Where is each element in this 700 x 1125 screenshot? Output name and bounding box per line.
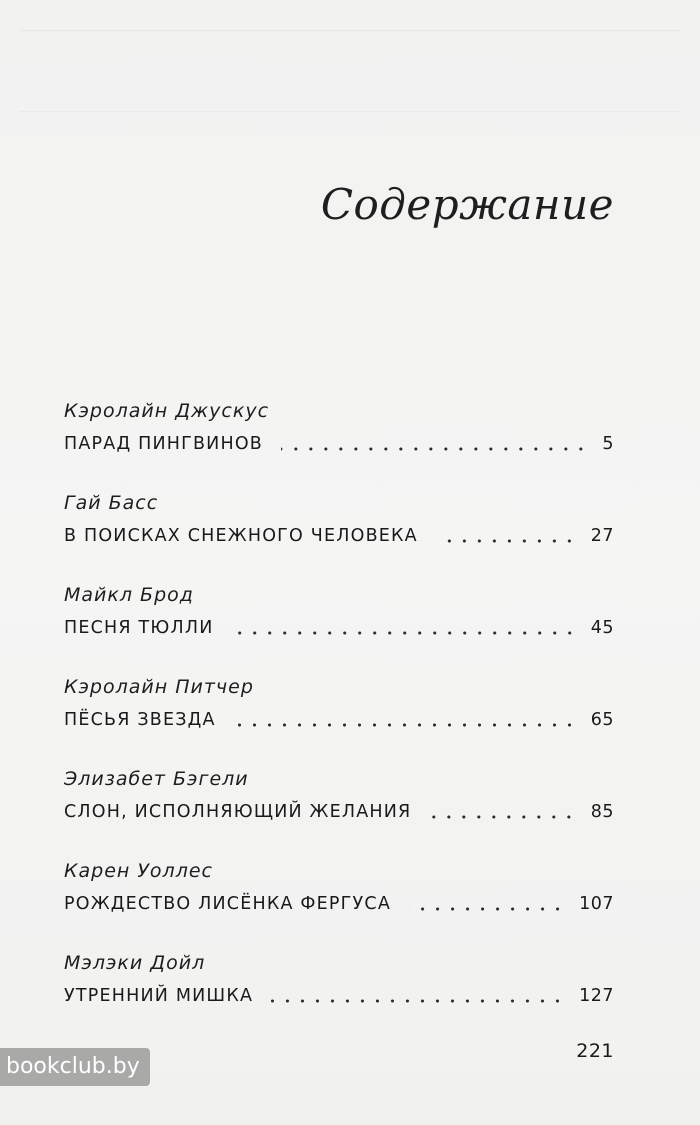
- dot-leader: [409, 907, 565, 911]
- toc-line: [64, 986, 614, 1006]
- toc-page-number: 45: [590, 618, 614, 638]
- toc-entry: [64, 584, 614, 676]
- page-title: Содержание: [320, 180, 614, 229]
- toc-line: [64, 526, 614, 546]
- toc-author: Карен Уоллес: [64, 860, 213, 882]
- toc-line: [64, 434, 614, 454]
- toc-story-title: СЛОН, ИСПОЛНЯЮЩИЙ ЖЕЛАНИЯ: [64, 802, 412, 822]
- toc-line: [64, 802, 614, 822]
- dot-leader: [281, 447, 588, 451]
- toc-story-title: ПАРАД ПИНГВИНОВ: [64, 434, 264, 454]
- toc-story-title: УТРЕННИЙ МИШКА: [64, 986, 254, 1006]
- watermark-label: bookclub.by: [0, 1048, 150, 1086]
- toc-story-title: РОЖДЕСТВО ЛИСЁНКА ФЕРГУСА: [64, 894, 392, 914]
- toc-line: [64, 618, 614, 638]
- dot-leader: [429, 815, 576, 819]
- toc-page-number: 27: [590, 526, 614, 546]
- dot-leader: [232, 631, 577, 635]
- toc-story-title: ПЁСЬЯ ЗВЕЗДА: [64, 710, 216, 730]
- page-number-folio: 221: [576, 1040, 614, 1062]
- toc-entry: [64, 400, 614, 492]
- toc-author: Элизабет Бэгели: [64, 768, 249, 790]
- dot-leader: [234, 723, 577, 727]
- toc-page-number: 127: [579, 986, 614, 1006]
- table-of-contents: [64, 400, 614, 1044]
- dot-leader: [436, 539, 577, 543]
- toc-page-number: 5: [602, 434, 614, 454]
- toc-author: Мэлэки Дойл: [64, 952, 206, 974]
- toc-entry: [64, 860, 614, 952]
- bleed-through-area: [20, 30, 680, 112]
- toc-page-number: 85: [590, 802, 614, 822]
- toc-story-title: ПЕСНЯ ТЮЛЛИ: [64, 618, 214, 638]
- toc-story-title: В ПОИСКАХ СНЕЖНОГО ЧЕЛОВЕКА: [64, 526, 418, 546]
- toc-author: Майкл Брод: [64, 584, 194, 606]
- toc-author: Гай Басс: [64, 492, 159, 514]
- toc-page-number: 107: [579, 894, 614, 914]
- toc-line: [64, 894, 614, 914]
- dot-leader: [271, 999, 565, 1003]
- toc-entry: [64, 768, 614, 860]
- toc-entry: [64, 676, 614, 768]
- toc-entry: [64, 492, 614, 584]
- toc-entry: [64, 952, 614, 1044]
- toc-line: [64, 710, 614, 730]
- toc-author: Кэролайн Питчер: [64, 676, 254, 698]
- toc-author: Кэролайн Джускус: [64, 400, 270, 422]
- toc-page-number: 65: [590, 710, 614, 730]
